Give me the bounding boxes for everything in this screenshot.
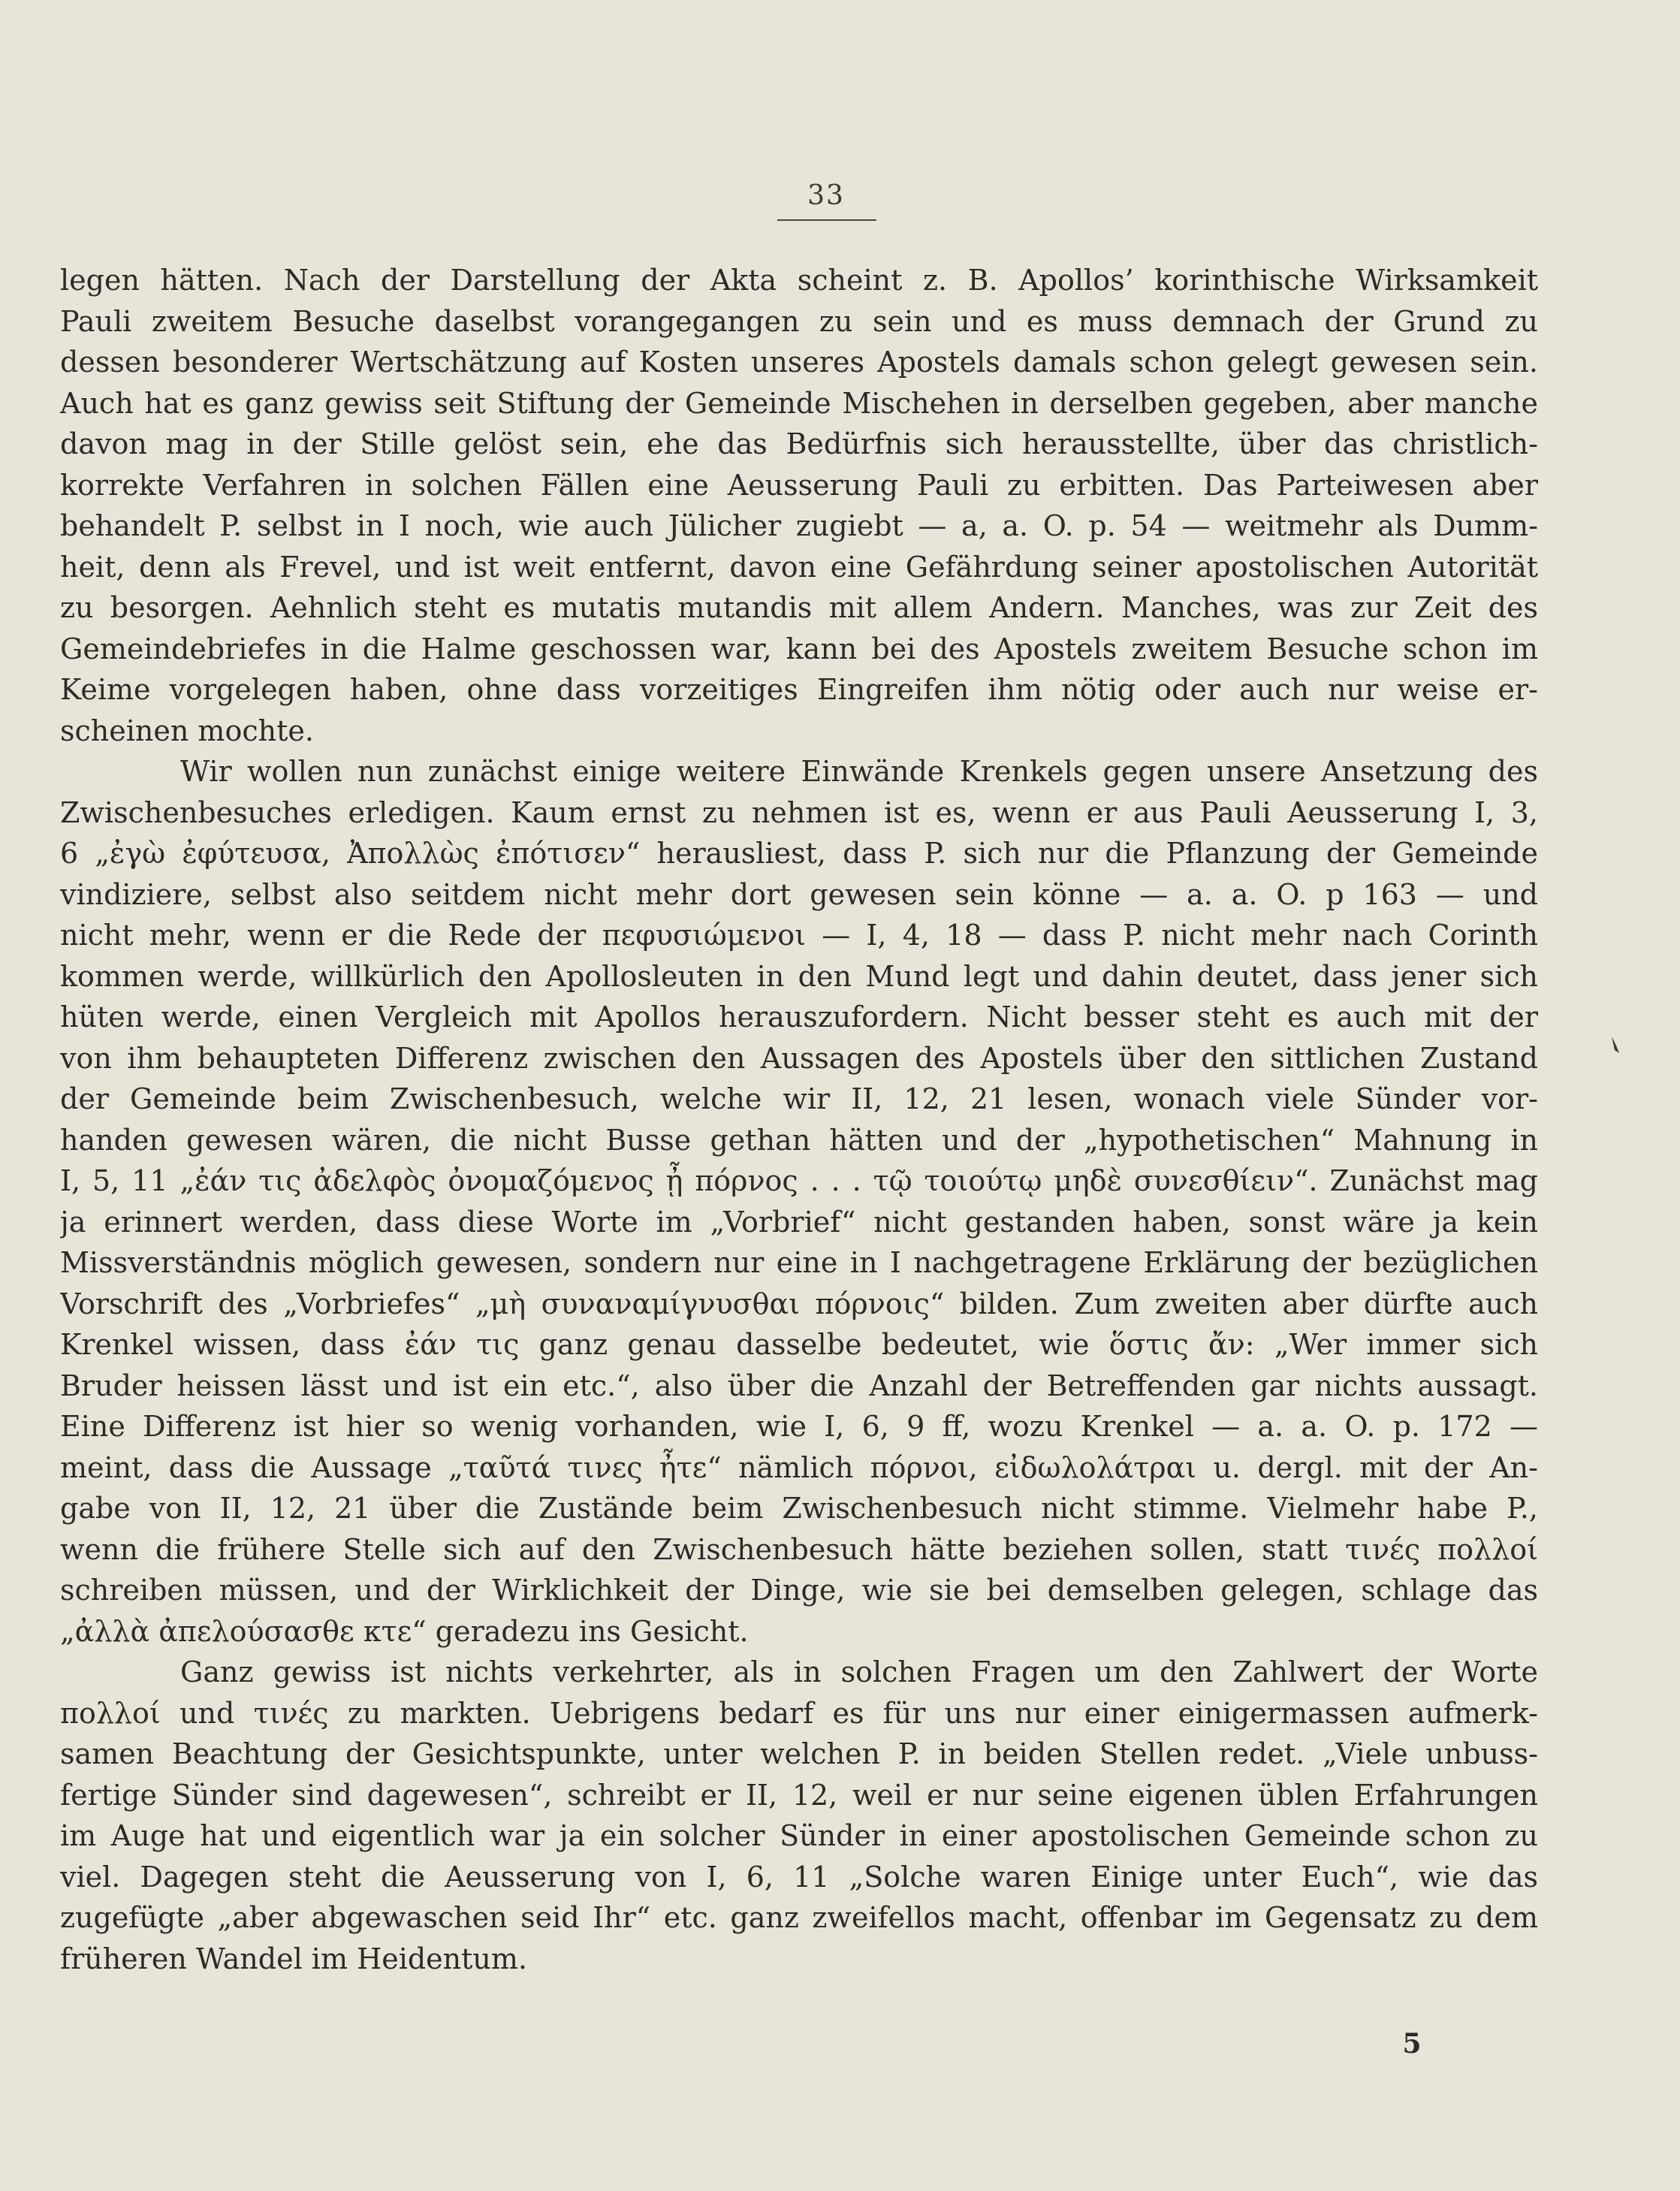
text-line: Vorschrift des „Vorbriefes“ „μὴ συναναμίγνυσθαι πόρνοις“ bilden. Zum zweiten aber dürfte auch [60,1287,1538,1320]
text-line: I, 5, 11 „ἐάν τις ἀδελφὸς ὀνομαζόμενος ᾖ πόρνος . . . τῷ τοιούτῳ μηδὲ συνεσθίειν“. Zunächst mag [60,1164,1538,1197]
page-number: 33 [807,180,845,211]
text-line: Eine Differenz ist hier so wenig vorhanden, wie I, 6, 9 ff, wozu Krenkel — a. a. O. p. 172 — [60,1410,1538,1443]
text-line: scheinen mochte. [60,714,314,747]
text-line: Pauli zweitem Besuche daselbst vorangegangen zu sein und es muss demnach der Grund zu [60,304,1538,338]
text-line: kommen werde, willkürlich den Apollosleuten in den Mund legt und dahin deutet, dass jener sich [60,959,1538,993]
text-line: nicht mehr, wenn er die Rede der πεφυσιώμενοι — I, 4, 18 — dass P. nicht mehr nach Corinth [60,919,1538,952]
text-line: zu besorgen. Aehnlich steht es mutatis mutandis mit allem Andern. Manches, was zur Zeit des [60,591,1538,624]
text-line: wenn die frühere Stelle sich auf den Zwischenbesuch hätte beziehen sollen, statt τινές πολλοί [60,1532,1538,1566]
ink-speck [1609,1035,1621,1055]
signature-mark: 5 [1402,2028,1422,2060]
text-line: Auch hat es ganz gewiss seit Stiftung der Gemeinde Mischehen in derselben gegeben, aber manche [60,386,1538,420]
text-line: πολλοί und τινές zu markten. Uebrigens bedarf es für uns nur einer einigermassen aufmerk- [60,1696,1538,1730]
text-line: hüten werde, einen Vergleich mit Apollos herauszufordern. Nicht besser steht es auch mit der [60,1000,1538,1034]
text-line: viel. Dagegen steht die Aeusserung von I, 6, 11 „Solche waren Einige unter Euch“, wie das [60,1860,1538,1894]
text-line: Ganz gewiss ist nichts verkehrter, als in solchen Fragen um den Zahlwert der Worte [180,1655,1538,1689]
text-line: „ἀλλὰ ἀπελούσασθε κτε“ geradezu ins Gesicht. [60,1614,749,1648]
text-line: samen Beachtung der Gesichtspunkte, unter welchen P. in beiden Stellen redet. „Viele unbuss- [60,1737,1538,1770]
text-line: Bruder heissen lässt und ist ein etc.“, also über die Anzahl der Betreffenden gar nichts aussagt. [60,1369,1538,1402]
text-line: handen gewesen wären, die nicht Busse gethan hätten und der „hypothetischen“ Mahnung in [60,1123,1538,1157]
text-line: von ihm behaupteten Differenz zwischen den Aussagen des Apostels über den sittlichen Zustand [60,1041,1538,1075]
text-line: Krenkel wissen, dass ἐάν τις ganz genau dasselbe bedeutet, wie ὅστις ἄν: „Wer immer sich [60,1328,1538,1361]
text-line: heit, denn als Frevel, und ist weit entfernt, davon eine Gefährdung seiner apostolischen Autorität [60,550,1538,584]
paragraph-2 [60,751,1538,1652]
text-line: Zwischenbesuches erledigen. Kaum ernst zu nehmen ist es, wenn er aus Pauli Aeusserung I, 3, [60,795,1538,829]
text-line: früheren Wandel im Heidentum. [60,1942,527,1975]
text-line: Missverständnis möglich gewesen, sondern nur eine in I nachgetragene Erklärung der bezüglichen [60,1246,1538,1279]
paragraph-1 [60,260,1538,751]
text-line: ja erinnert werden, dass diese Worte im „Vorbrief“ nicht gestanden haben, sonst wäre ja kein [60,1205,1538,1239]
text-line: schreiben müssen, und der Wirklichkeit der Dinge, wie sie bei demselben gelegen, schlage das [60,1574,1538,1607]
header-rule [777,219,876,221]
text-line: davon mag in der Stille gelöst sein, ehe das Bedürfnis sich herausstellte, über das christlich- [60,427,1538,460]
paragraph-3 [60,1652,1538,1979]
text-line: vindiziere, selbst also seitdem nicht mehr dort gewesen sein könne — a. a. O. p 163 — und [60,877,1538,911]
text-line: Wir wollen nun zunächst einige weitere Einwände Krenkels gegen unsere Ansetzung des [180,755,1538,788]
text-line: meint, dass die Aussage „ταῦτά τινες ἦτε“ nämlich πόρνοι, εἰδωλολάτραι u. dergl. mit der An- [60,1450,1538,1484]
text-line: der Gemeinde beim Zwischenbesuch, welche wir II, 12, 21 lesen, wonach viele Sünder vor- [60,1082,1538,1115]
text-line: im Auge hat und eigentlich war ja ein solcher Sünder in einer apostolischen Gemeinde schon zu [60,1819,1538,1852]
text-line: 6 „ἐγὼ ἐφύτευσα, Ἀπολλὼς ἐπότισεν“ herausliest, dass P. sich nur die Pflanzung der Gemeinde [60,837,1538,870]
text-line: Keime vorgelegen haben, ohne dass vorzeitiges Eingreifen ihm nötig oder auch nur weise er- [60,673,1538,706]
text-line: legen hätten. Nach der Darstellung der Akta scheint z. B. Apollos’ korinthische Wirksamkeit [60,264,1538,297]
text-line: korrekte Verfahren in solchen Fällen eine Aeusserung Pauli zu erbitten. Das Parteiwesen aber [60,468,1538,502]
text-line: zugefügte „aber abgewaschen seid Ihr“ etc. ganz zweifellos macht, offenbar im Gegensatz zu dem [60,1901,1538,1934]
text-line: dessen besonderer Wertschätzung auf Kosten unseres Apostels damals schon gelegt gewesen sein. [60,346,1538,379]
text-line: gabe von II, 12, 21 über die Zustände beim Zwischenbesuch nicht stimme. Vielmehr habe P., [60,1492,1538,1525]
text-line: fertige Sünder sind dagewesen“, schreibt er II, 12, weil er nur seine eigenen üblen Erfahrungen [60,1778,1538,1812]
text-line: behandelt P. selbst in I noch, wie auch Jülicher zugiebt — a, a. O. p. 54 — weitmehr als Dumm- [60,509,1538,542]
text-line: Gemeindebriefes in die Halme geschossen war, kann bei des Apostels zweitem Besuche schon im [60,632,1538,665]
body-text [60,260,1538,1979]
